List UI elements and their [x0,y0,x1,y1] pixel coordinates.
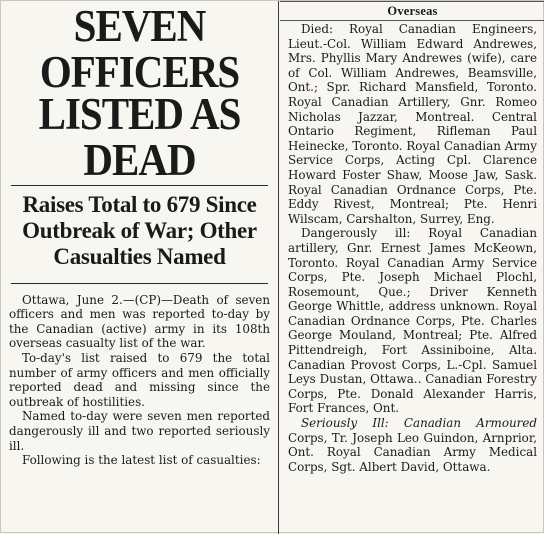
headline-line-2: LISTED AS DEAD [38,87,241,186]
dangerously-ill-paragraph: Dangerously ill: Royal Canadian artillery, Gnr. Ernest James McKeown, Toronto. Royal Canadian Army Service Corps, Pte. Joseph Michael Plochl, Rosemount, Que.; Driver Kenneth George Whittle, address unknown. Royal Canadian Ordnance Corps, Pte. Charles George Mouland, Montreal; Pte. Alfred Pittendreigh, Fort Assiniboine, Alta. Canadian Provost Corps, L.-Cpl. Samuel Leys Dustan, Ottawa.. Canadian Forestry Corps, Pte. Donald Alexander Harris, Fort Frances, Ont. [288,226,537,416]
seriously-ill-label: Seriously Ill: Canadian Armoured [301,416,537,431]
subheadline-rule [11,283,268,284]
paragraph-dateline: Ottawa, June 2.—(CP)—Death of seven officers and men was reported to-day by the Canadian (active) army in its 108th overseas casualty list of the war. [9,292,270,351]
headline-line-1: SEVEN OFFICERS [39,0,240,98]
left-column [1,1,279,534]
headline [7,0,272,186]
section-rule [280,20,544,21]
paragraph-total: To-day's list raised to 679 the total number of army officers and men officially reported dead and missing since the outbreak of hostilities. [9,351,270,409]
paragraph-following: Following is the latest list of casualties: [22,453,261,468]
section-title: Overseas [387,4,438,18]
headline-rule [11,185,268,186]
seriously-ill-text: Corps, Tr. Joseph Leo Guindon, Arnprior, Ont. Royal Canadian Army Medical Corps, Sgt. Albert David, Ottawa. [288,430,537,474]
casualty-list [280,22,544,474]
paragraph-named: Named to-day were seven men reported dangerously ill and two reported seriously ill. [9,409,270,453]
died-paragraph: Died: Royal Canadian Engineers, Lieut.-Col. William Edward Andrewes, Mrs. Phyllis Mary Andrewes (wife), care of Col. William Andrewes, Beamsville, Ont.; Spr. Richard Mansfield, Toronto. Royal Canadian Artillery, Gnr. Romeo Nicholas Jazzar, Montreal. Central Ontario Regiment, Rifleman Paul Heinecke, Toronto. Royal Canadian Army Service Corps, Acting Cpl. Clarence Howard Foster Shaw, Moose Jaw, Sask. Royal Canadian Ordnance Corps, Pte. Eddy Rivest, Montreal; Pte. Henri Wilscam, Carshalton, Surrey, Eng. [288,22,537,226]
seriously-ill-paragraph [288,416,537,474]
right-column [280,1,544,534]
subheadline: Raises Total to 679 Since Outbreak of War; Other Casualties Named [22,192,257,270]
top-rule [280,1,544,2]
article-body [1,293,278,468]
